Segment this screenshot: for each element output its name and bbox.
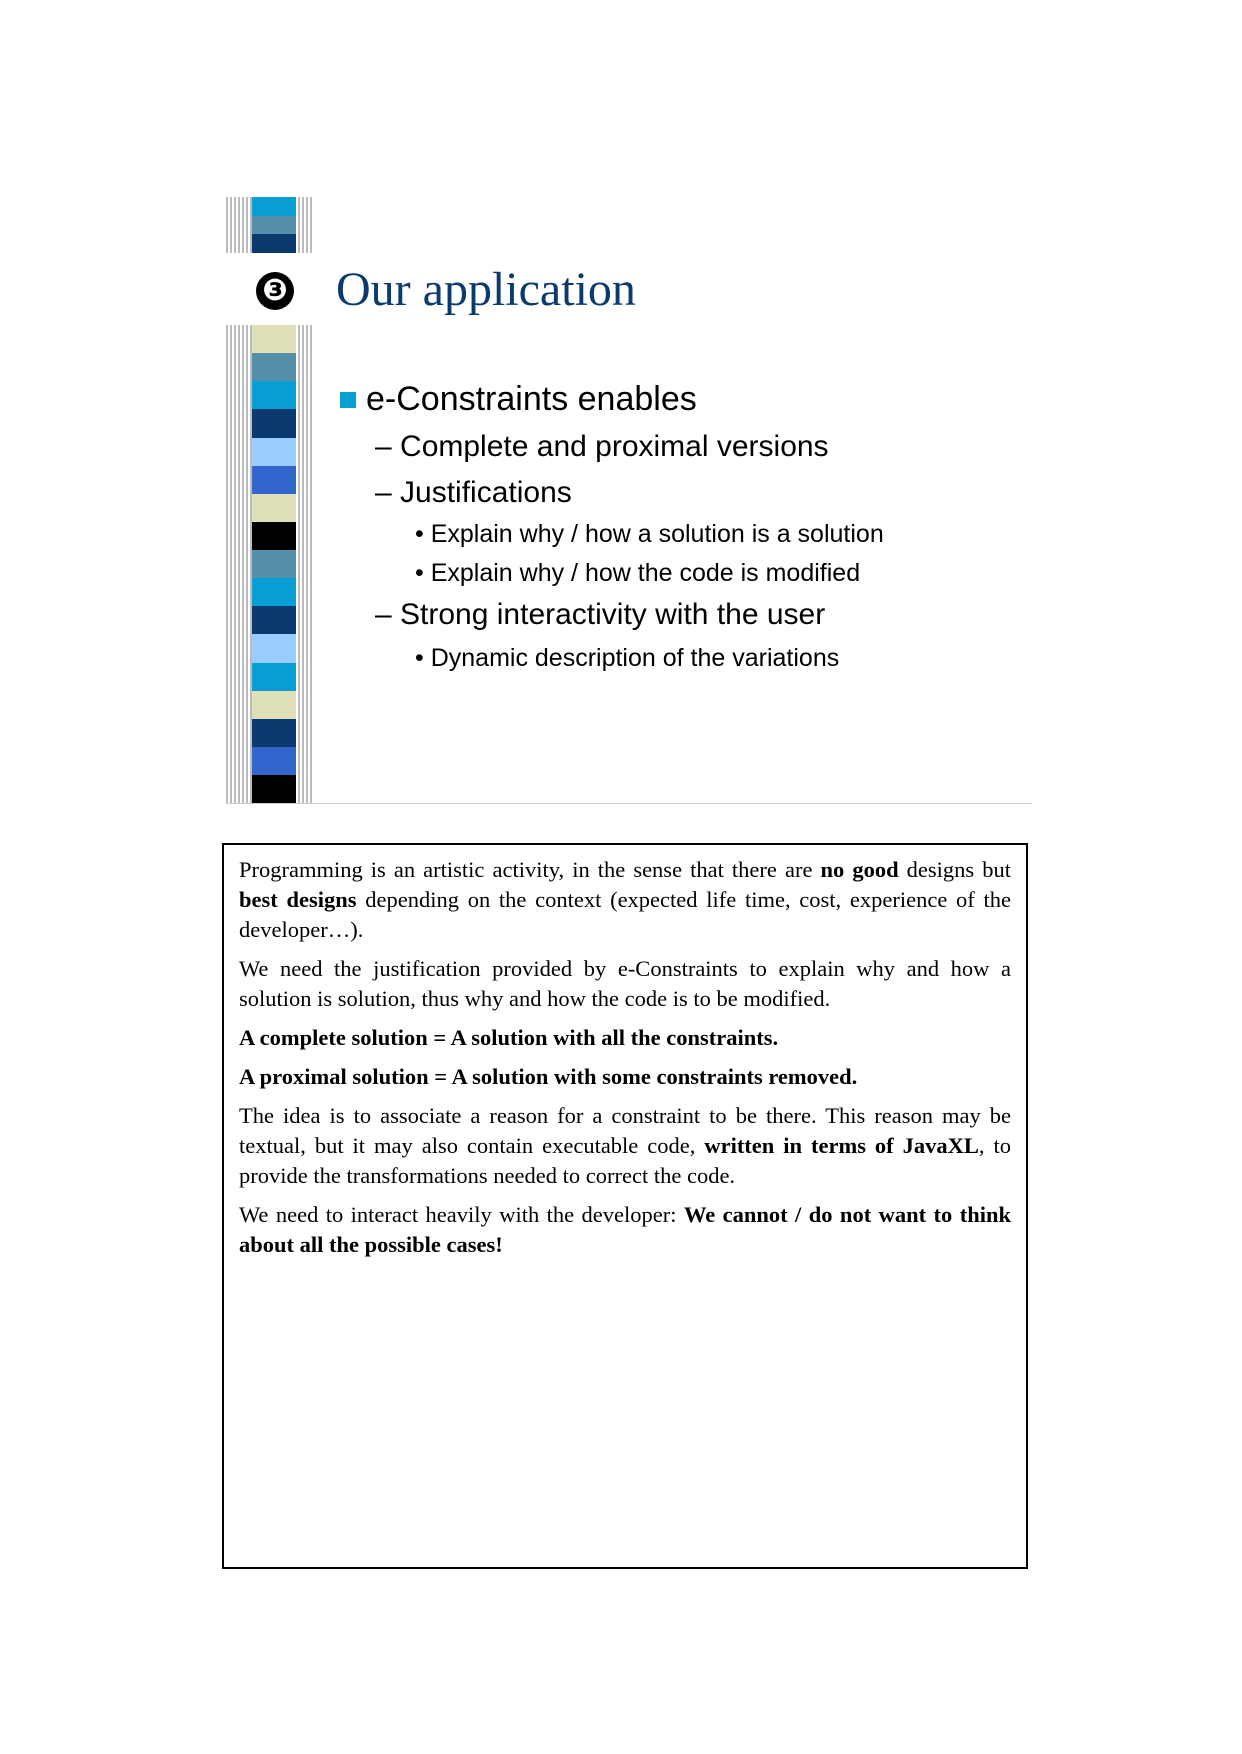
stripe-segment (252, 381, 296, 409)
dot-bullet-icon: • (415, 520, 431, 548)
stripe-segment (252, 775, 296, 803)
section-number-icon: ❸ (256, 272, 294, 310)
bullet-level-3 (415, 559, 860, 588)
bullet-level-2 (375, 430, 829, 464)
notes-p6: We need to interact heavily with the developer: We cannot / do not want to think about all the possible cases! (239, 1202, 1011, 1257)
stripe-segment (252, 634, 296, 662)
notes-p2: We need the justification provided by e-Constraints to explain why and how a solution is solution, thus why and how the code is to be modified. (239, 956, 1011, 1011)
stripe-segment (252, 494, 296, 522)
notes-p1: Programming is an artistic activity, in the sense that there are no good designs but best designs depending on the context (expected life time, cost, experience of the developer…). (239, 857, 1011, 942)
bullet-level-2 (375, 476, 572, 510)
stripe-segment (252, 466, 296, 494)
slide-title: Our application (336, 263, 636, 316)
notes-p4: A proximal solution = A solution with some constraints removed. (239, 1064, 858, 1089)
notes-box (222, 843, 1028, 1569)
bullet-level-3 (415, 644, 839, 673)
stripe-segment (252, 325, 296, 353)
dash-bullet-icon: – (375, 598, 401, 631)
bullet-text: Explain why / how the code is modified (430, 559, 861, 587)
decorative-stripe (226, 325, 314, 803)
dot-bullet-icon: • (415, 644, 431, 672)
bullet-main (340, 380, 697, 419)
bullet-text: e-Constraints enables (366, 380, 697, 418)
decorative-stripe-top (226, 197, 314, 253)
bullet-text: Dynamic description of the variations (430, 644, 840, 672)
bullet-text: Strong interactivity with the user (400, 598, 826, 631)
stripe-segment (252, 719, 296, 747)
bullet-level-2 (375, 598, 825, 632)
dash-bullet-icon: – (375, 430, 401, 463)
bullet-level-3 (415, 520, 884, 549)
divider (226, 803, 1032, 804)
square-bullet-icon (340, 392, 356, 408)
bullet-text: Justifications (400, 476, 572, 509)
stripe-segment (252, 409, 296, 437)
stripe-segment (252, 578, 296, 606)
bullet-text: Explain why / how a solution is a solution (430, 520, 884, 548)
stripe-segment (252, 691, 296, 719)
stripe-segment (252, 353, 296, 381)
dot-bullet-icon: • (415, 559, 431, 587)
bullet-text: Complete and proximal versions (400, 430, 829, 463)
notes-p3: A complete solution = A solution with all the constraints. (239, 1025, 779, 1050)
stripe-segment (252, 550, 296, 578)
stripe-segment (252, 522, 296, 550)
stripe-segment (252, 747, 296, 775)
stripe-segment (252, 663, 296, 691)
notes-p5: The idea is to associate a reason for a constraint to be there. This reason may be textual, but it may also contain executable code, written in terms of JavaXL, to provide the transformations needed to correct the code. (239, 1103, 1011, 1188)
dash-bullet-icon: – (375, 476, 401, 509)
stripe-segment (252, 606, 296, 634)
stripe-segment (252, 438, 296, 466)
